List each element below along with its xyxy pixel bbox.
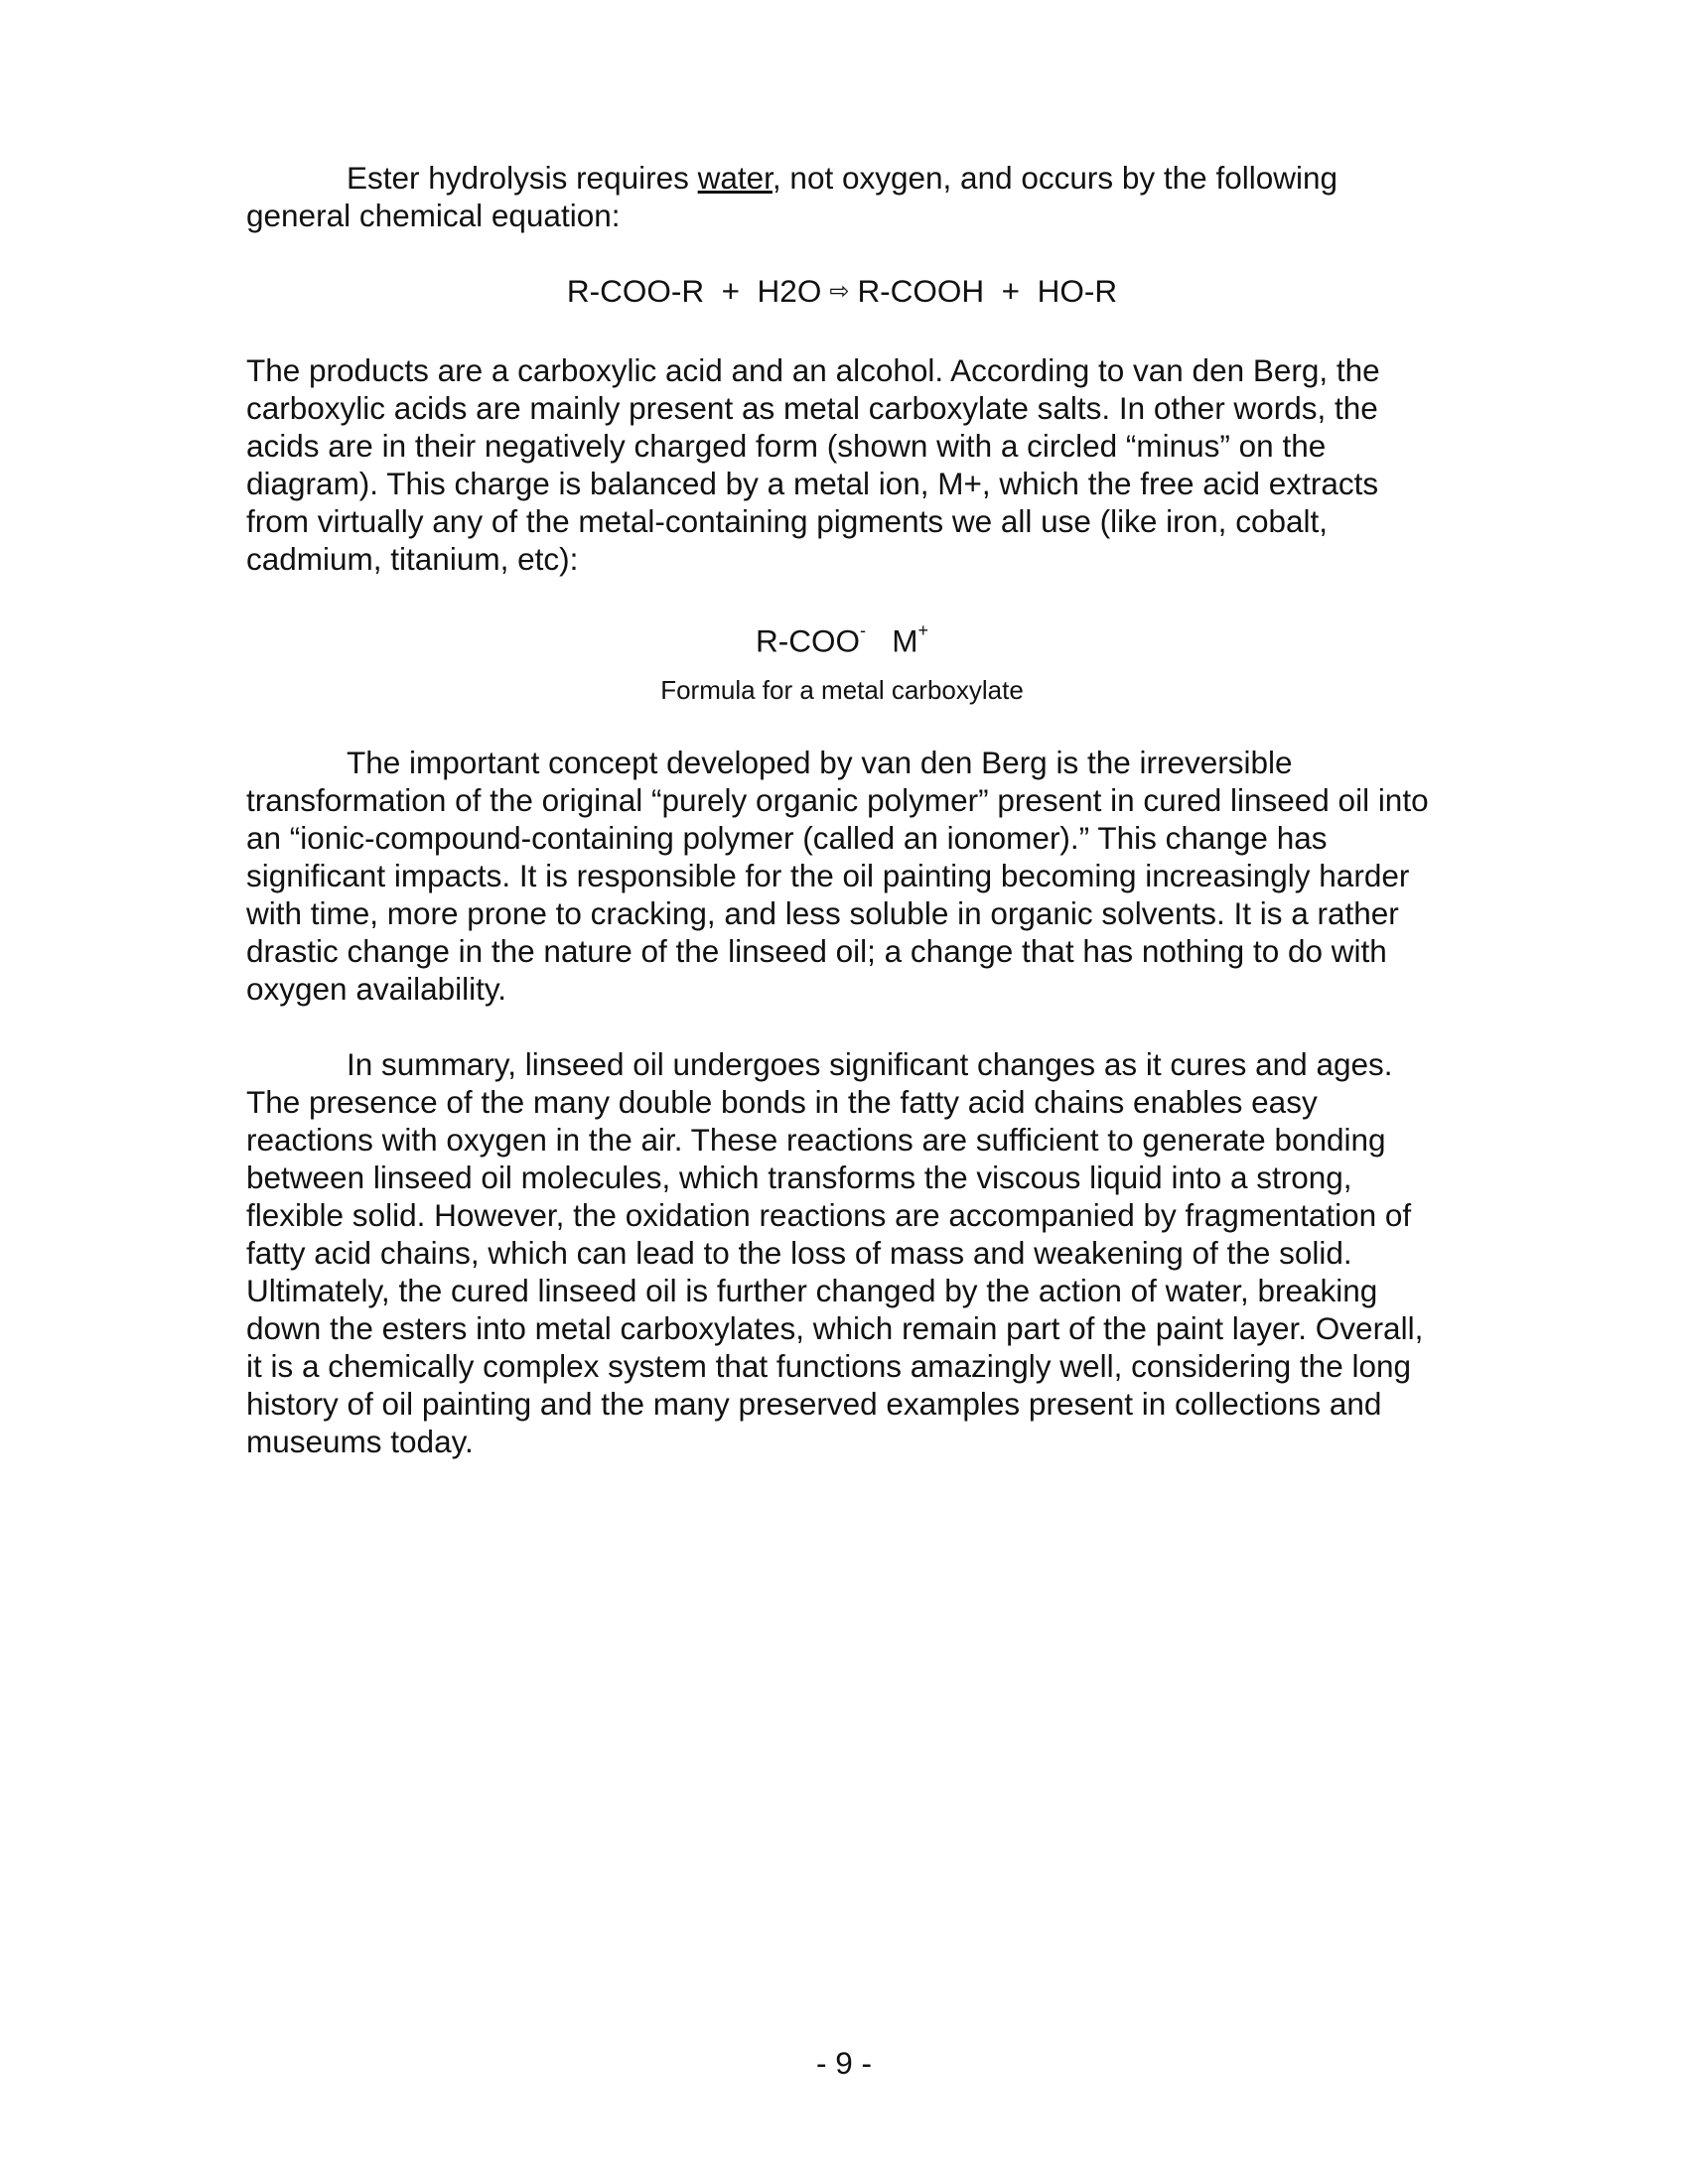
formula-negative-charge: - bbox=[859, 620, 866, 640]
formula-base: R-COO bbox=[755, 622, 860, 659]
metal-carboxylate-formula bbox=[246, 615, 1438, 660]
paragraph-1-end: , not oxygen, and occurs by the following general chemical equation: bbox=[246, 160, 1338, 233]
equation-reactants: R-COO-R + H2O bbox=[566, 273, 822, 309]
paragraph-ionomer-concept: The important concept developed by van den Berg is the irreversible transformation of the original “purely organic polymer” present in cured linseed oil into an “ionic-compound-containing polymer (called an ionomer).” This change has significant impacts. It is responsible for the oil painting becoming increasingly harder with time, more prone to cracking, and less soluble in organic solvents. It is a rather drastic change in the nature of the linseed oil; a change that has nothing to do with oxygen availability. bbox=[246, 744, 1429, 1007]
formula-metal: M bbox=[892, 622, 918, 659]
emphasized-water: water bbox=[697, 160, 773, 196]
paragraph-ester-hydrolysis bbox=[246, 159, 1438, 234]
paragraph-1-start: Ester hydrolysis requires bbox=[347, 160, 698, 196]
paragraph-summary: In summary, linseed oil undergoes significant changes as it cures and ages. The presence of the many double bonds in the fatty acid chains enables easy reactions with oxygen in the air. These reactions are sufficient to generate bonding between linseed oil molecules, which transforms the viscous liquid into a strong, flexible solid. However, the oxidation reactions are accompanied by fragmentation of fatty acid chains, which can lead to the loss of mass and weakening of the solid. Ultimately, the cured linseed oil is further changed by the action of water, breaking down the esters into metal carboxylates, which remain part of the paint layer. Overall, it is a chemically complex system that functions amazingly well, considering the long history of oil painting and the many preserved examples present in collections and museums today. bbox=[246, 1045, 1424, 1459]
right-arrow-icon: ⇨ bbox=[829, 278, 850, 305]
formula-positive-charge: + bbox=[917, 620, 929, 640]
hydrolysis-equation bbox=[246, 272, 1438, 314]
formula-caption: Formula for a metal carboxylate bbox=[660, 674, 1024, 705]
equation-products: R-COOH + HO-R bbox=[857, 273, 1118, 309]
page-number: - 9 - bbox=[815, 2045, 872, 2081]
document-page bbox=[246, 159, 1438, 1460]
paragraph-products: The products are a carboxylic acid and an alcohol. According to van den Berg, the carboxylic acids are mainly present as metal carboxylate salts. In other words, the acids are in their negatively charged form (shown with a circled “minus” on the diagram). This charge is balanced by a metal ion, M+, which the free acid extracts from virtually any of the metal-containing pigments we all use (like iron, cobalt, cadmium, titanium, etc): bbox=[246, 352, 1380, 577]
